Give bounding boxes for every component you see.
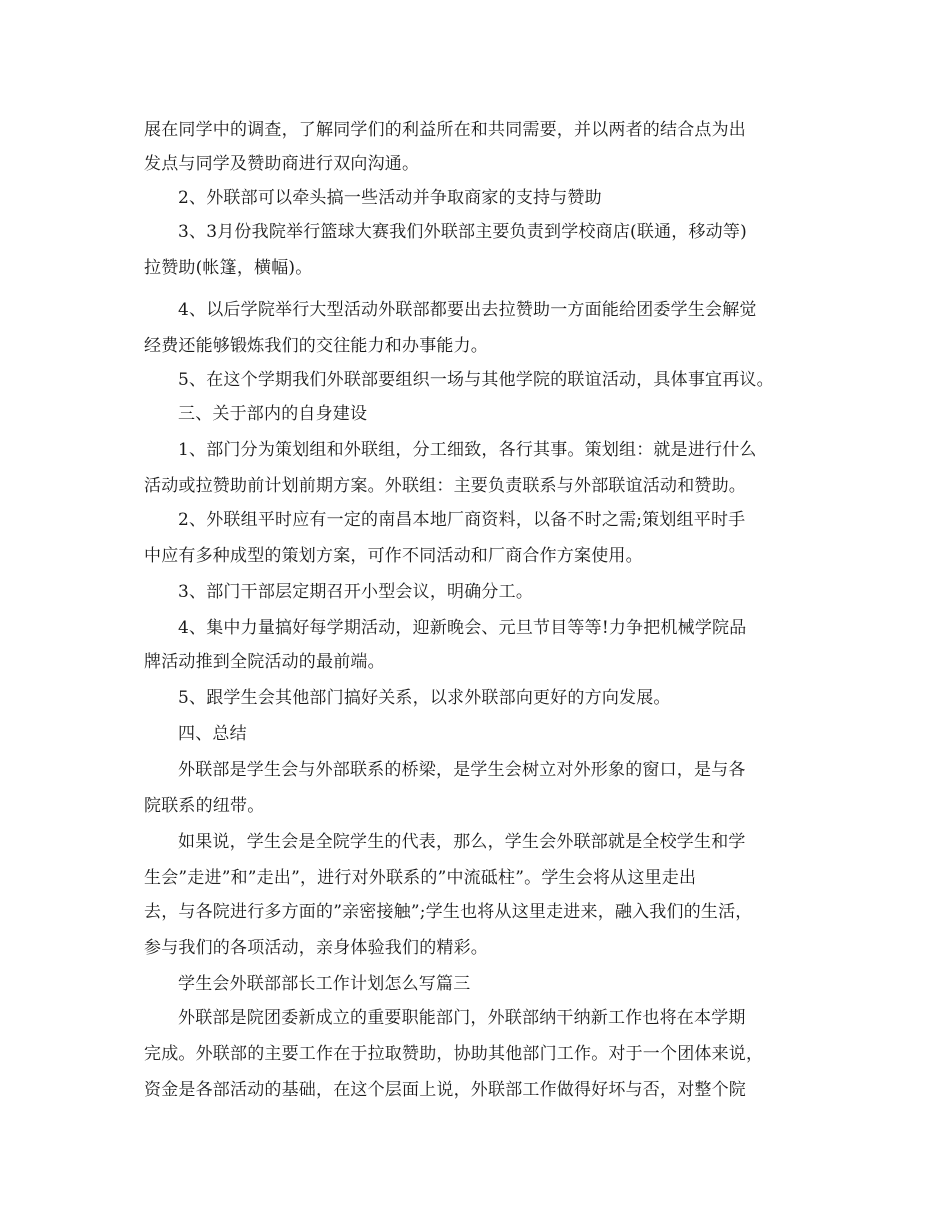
text-line: 拉赞助(帐篷，横幅)。 — [144, 258, 313, 278]
section-heading: 四、总结 — [178, 724, 247, 744]
text-line: 院联系的纽带。 — [144, 796, 265, 816]
text-line: 中应有多种成型的策划方案，可作不同活动和厂商合作方案使用。 — [144, 546, 643, 566]
text-line: 发点与同学及赞助商进行双向沟通。 — [144, 154, 420, 174]
section-heading: 学生会外联部部长工作计划怎么写篇三 — [178, 974, 471, 994]
text-line: 2、外联部可以牵头搞一些活动并争取商家的支持与赞助 — [178, 188, 602, 208]
text-line: 4、集中力量搞好每学期活动，迎新晚会、元旦节目等等!力争把机械学院品 — [178, 618, 747, 638]
text-line: 经费还能够锻炼我们的交往能力和办事能力。 — [144, 336, 488, 356]
text-line: 3、3月份我院举行篮球大赛我们外联部主要负责到学校商店(联通，移动等) — [178, 222, 747, 242]
text-line: 5、跟学生会其他部门搞好关系，以求外联部向更好的方向发展。 — [178, 688, 671, 708]
text-line: 去，与各院进行多方面的”亲密接触”;学生也将从这里走进来，融入我们的生活， — [144, 902, 753, 922]
text-line: 5、在这个学期我们外联部要组织一场与其他学院的联谊活动，具体事宜再议。 — [178, 370, 774, 390]
section-heading: 三、关于部内的自身建设 — [178, 404, 368, 424]
text-line: 外联部是学生会与外部联系的桥梁，是学生会树立对外形象的窗口，是与各 — [178, 760, 746, 780]
text-line: 活动或拉赞助前计划前期方案。外联组：主要负责联系与外部联谊活动和赞助。 — [144, 476, 746, 496]
text-line: 外联部是院团委新成立的重要职能部门，外联部纳干纳新工作也将在本学期 — [178, 1008, 746, 1028]
text-line: 生会”走进”和”走出”，进行对外联系的”中流砥柱”。学生会将从这里走出 — [144, 868, 697, 888]
text-line: 参与我们的各项活动，亲身体验我们的精彩。 — [144, 938, 488, 958]
text-line: 完成。外联部的主要工作在于拉取赞助，协助其他部门工作。对于一个团体来说， — [144, 1044, 764, 1064]
text-line: 1、部门分为策划组和外联组，分工细致，各行其事。策划组：就是进行什么 — [178, 440, 757, 460]
text-line: 2、外联组平时应有一定的南昌本地厂商资料，以备不时之需;策划组平时手 — [178, 510, 746, 530]
text-line: 展在同学中的调查，了解同学们的利益所在和共同需要，并以两者的结合点为出 — [144, 120, 746, 140]
text-line: 资金是各部活动的基础，在这个层面上说，外联部工作做得好坏与否，对整个院 — [144, 1080, 746, 1100]
text-line: 如果说，学生会是全院学生的代表，那么，学生会外联部就是全校学生和学 — [178, 832, 746, 852]
text-line: 4、以后学院举行大型活动外联部都要出去拉赞助一方面能给团委学生会解觉 — [178, 300, 757, 320]
text-line: 牌活动推到全院活动的最前端。 — [144, 652, 385, 672]
text-line: 3、部门干部层定期召开小型会议，明确分工。 — [178, 582, 534, 602]
